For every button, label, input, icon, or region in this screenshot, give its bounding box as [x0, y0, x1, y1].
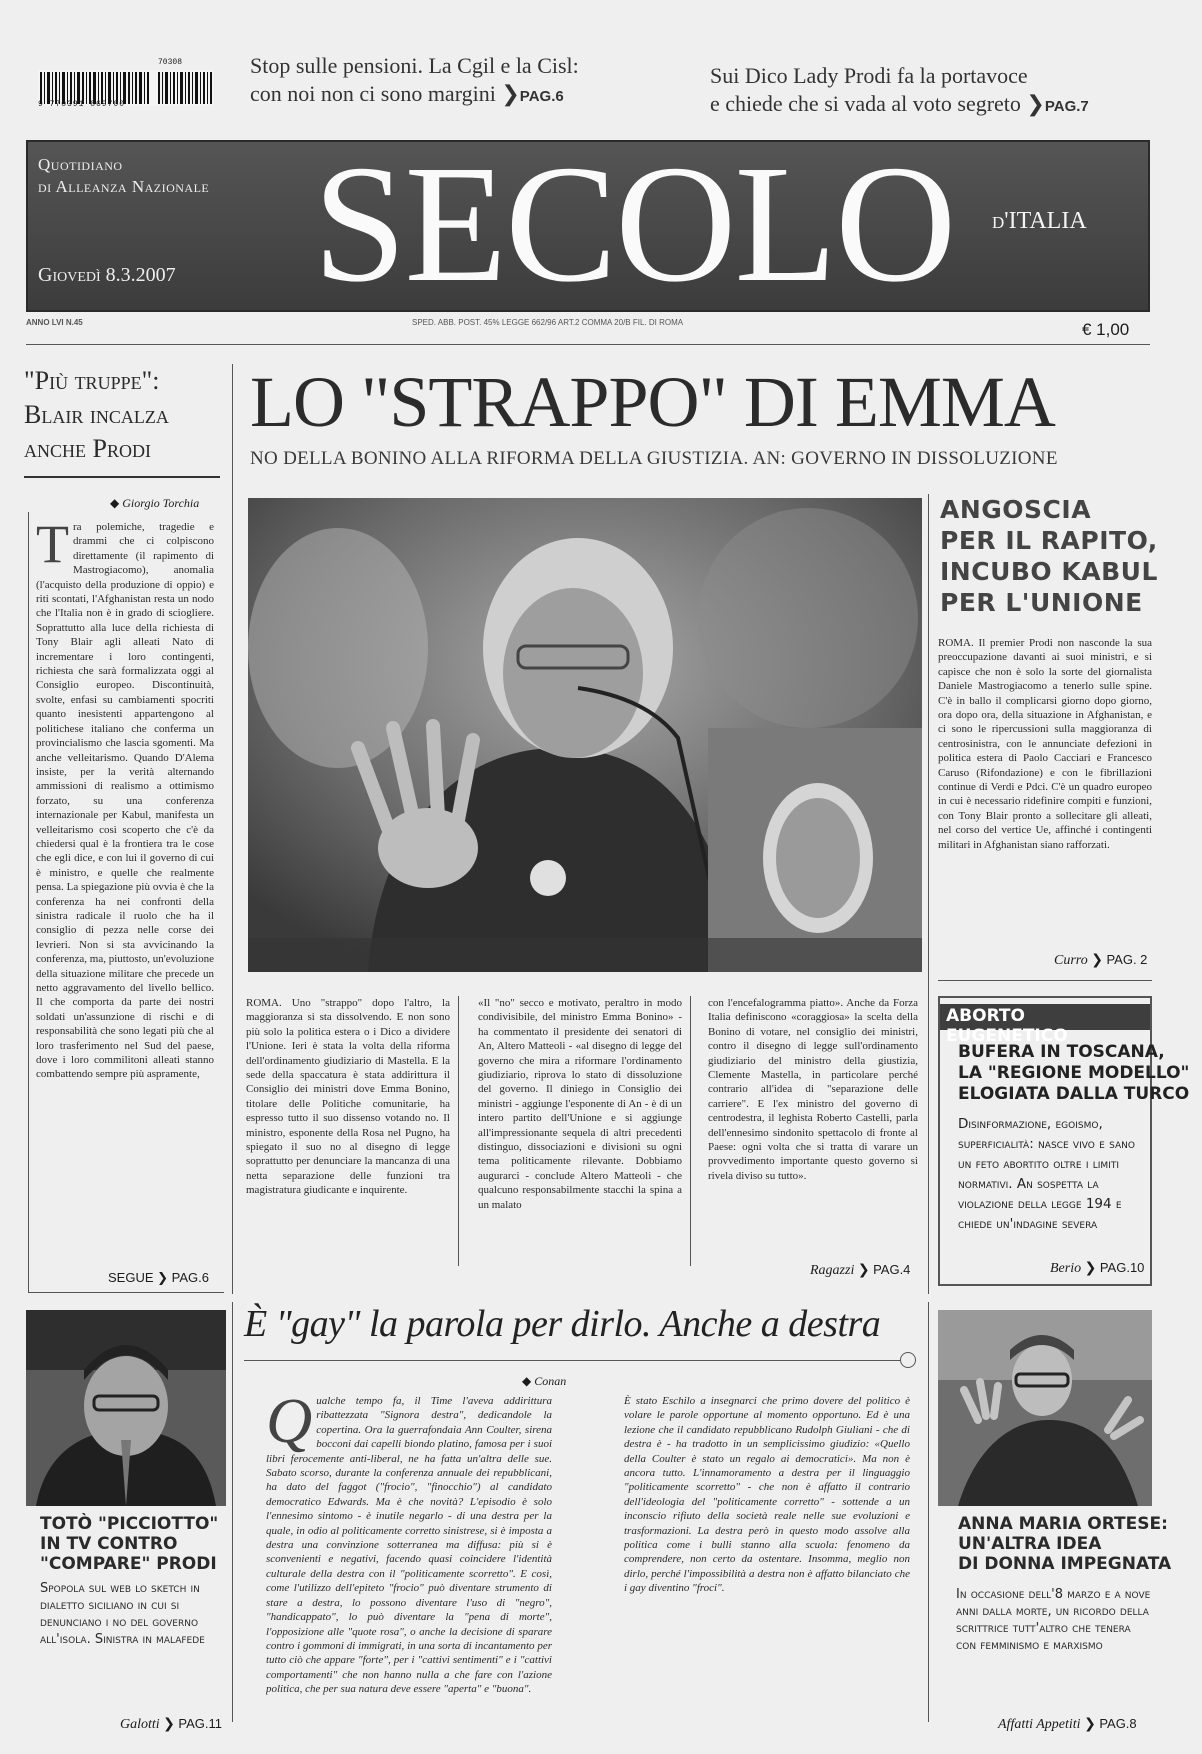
- masthead-subtitle-line: di Alleanza Nazionale: [38, 177, 210, 196]
- gay-story-text: ualche tempo fa, il Time l'aveva addirittura ribattezzata "Signora destra", dedicandole la copertina. Ora la guerrafondaia Ann Coulter, sirena bocconi dai capelli biondo platino, famosa per i suoi libri ferocemente anti-liberal, ne ha fatta un'altra delle sue. Sabato scorso, durante la conferenza annuale dei repubblicani, ha dato del faggot ("frocio", "finocchio") al candidato democratico Edwards. Ma è che novità? L'episodio è solo l'ennesimo sintomo - è inutile negarlo - di una destra per la quale, in odio al politicamente corretto sinistrese, si è imposta a destra una convinzione sotterranea ma diffusa: più si è sconvenienti e negativi, facendo quasi coincidere l'identità culturale della destra con il "politicamente scorretto". E così, come l'utilizzo dell'epiteto "frocio" può diventare strumento di stare a destra, lo possono diventare l'uso di "negro", "handicappato", lo può diventare la "pena di morte", l'opposizione alle "quote rosa", o anche la decisione di sparare contro i gommoni di immigrati, in una sorta di incantamento per tutto ciò che appare "forte", per i "cattivi sentimenti" e i "cattivi comportamenti" che non hanno nulla a che fare con l'azione politica, che per sua natura deve essere "aperta" e "buona".: [266, 1395, 552, 1696]
- masthead-ditalia: d'ITALIA: [992, 208, 1087, 234]
- aborto-summary: Disinformazione, egoismo, superficialità: nasce vivo e sano un feto abortito oltre i limiti normativi. An sospetta la violazione della legge 194 e chiede un'indagine severa: [958, 1116, 1135, 1232]
- page-ref: PAG.6: [519, 88, 564, 105]
- chevron-right-icon: ❯: [857, 1262, 870, 1278]
- teaser-pensioni[interactable]: [250, 52, 579, 111]
- page-ref: PAG.8: [1099, 1716, 1137, 1731]
- aborto-tag: ABORTO EUGENETICO: [940, 1004, 1150, 1030]
- main-subheadline: NO DELLA BONINO ALLA RIFORMA DELLA GIUSTIZIA. AN: GOVERNO IN DISSOLUZIONE: [250, 448, 1058, 469]
- bottom-left-byline[interactable]: [120, 1716, 222, 1733]
- diamond-bullet-icon: ◆: [110, 496, 120, 510]
- page-ref: PAG.11: [178, 1716, 223, 1731]
- gay-headline[interactable]: È "gay" la parola per dirlo. Anche a destra: [244, 1303, 881, 1345]
- teaser-lady-prodi[interactable]: [710, 62, 1089, 121]
- page-ref: PAG.10: [1099, 1260, 1145, 1275]
- main-story-col2: «Il "no" secco e motivato, peraltro in modo condivisibile, del ministro Emma Bonino» - ha commentato il presidente dei senatori di An, Altero Matteoli - «al disegno di legge del governo che mira a riformare l'ordinamento giudiziario, riprova lo stato di dissoluzione del governo. Il diniego in Consiglio dei ministri - aggiunge l'esponente di An - è di un intero partito dell'Unione e si aggiunge all'impressionante sequela di altri precedenti distinguo, dissociazioni e divisioni su ogni tema politicamente rilevante. Dobbiamo augurarci - conclude Altero Matteoli - che qualcuno responsabilmente stacchi la spina a un malato: [478, 997, 682, 1211]
- column-rule: [458, 996, 459, 1266]
- masthead-subtitle: [38, 154, 209, 198]
- dropcap: T: [36, 520, 69, 574]
- info-line: [26, 318, 1150, 327]
- divider: [26, 344, 1150, 345]
- page-ref: PAG. 2: [1106, 952, 1148, 967]
- toto-photo: [26, 1310, 226, 1506]
- bonino-photo: [248, 498, 922, 972]
- headline-line: UN'ALTRA IDEA: [958, 1534, 1102, 1554]
- masthead-subtitle-line: Quotidiano: [38, 155, 123, 174]
- main-story-col1: ROMA. Uno "strappo" dopo l'altro, la maggioranza si sta dissolvendo. E non sono più solo la politica estera o i Dico a dividere l'Unione. Ieri è stata la volta della riforma dell'ordinamento giudiziario di Mastella. E la sede della spaccatura è stata addirittura il Consiglio dei ministri dove Emma Bonino, titolare delle Politiche comunitarie, ha espresso tutto il suo dissenso votando no. Il ministro, esponente della Rosa nel Pugno, ha spiegato il suo no al disegno di legge soprattutto per denunciare la mancanza di una netta separazione delle funzioni tra magistratura giudicante e inquirente.: [246, 997, 450, 1197]
- byline-author: Curro: [1054, 953, 1088, 968]
- page-ref: PAG.7: [1044, 98, 1089, 115]
- column-rule: [928, 1302, 929, 1722]
- left-headline[interactable]: "Più truppe": Blair incalza anche Prodi: [24, 366, 169, 463]
- divider-ornament: [900, 1352, 916, 1368]
- right-story-body: ROMA. Il premier Prodi non nasconde la sua preoccupazione davanti ai suoi ministri, e si capisce che non è solo la sorte del giornalista Daniele Mastrogiacomo a tenerlo sulle spine. C'è in ballo il complicarsi giorno dopo giorno, ora dopo ora, della situazione in Afghanistan, e ci sono le ripercussioni sulla maggioranza di centrosinistra, con le annunciate defezioni in politica estera di Paolo Cacciari e Francesco Caruso (Rifondazione) e con le fibrillazioni continue di Verdi e Pdci. C'è un quadro europeo in cui è necessario ridefinire compiti e funzioni, con Tony Blair pronto a sollecitare gli alleati, nel corso del vertice Ue, affinché i contingenti militari in Afghanistan siano rafforzati.: [938, 637, 1152, 851]
- column-rule: [690, 996, 691, 1266]
- diamond-bullet-icon: ◆: [522, 1374, 532, 1388]
- headline-line: BUFERA IN TOSCANA,: [958, 1042, 1165, 1062]
- main-story-col3: con l'encefalogramma piatto». Anche da Forza Italia definiscono «coraggiosa» la scelta della Bonino di votare, nel consiglio dei ministri, contro il disegno di legge sull'ordinamento giudiziario del ministro della giustizia, Clemente Mastella, in particolare perché contrario all'idea di "separazione delle carriere". E l'ex ministro del governo di centrodestra, il leghista Roberto Castelli, parla dell'ennesimo sindonito spettacolo di fronte al Paese: ogni volta che si tratta di varare un provvedimento importante questo governo si rivela diviso su tutto».: [708, 997, 918, 1182]
- chevron-right-icon: ❯: [1084, 1260, 1097, 1276]
- postal-info: SPED. ABB. POST. 45% LEGGE 662/96 ART.2 COMMA 20/B FIL. DI ROMA: [412, 318, 684, 327]
- price: € 1,00: [1082, 320, 1130, 339]
- bottom-left-summary: Spopola sul web lo sketch in dialetto siciliano in cui si denunciano i no del governo all'isola. Sinistra in malafede: [40, 1581, 205, 1647]
- left-story-continue[interactable]: [108, 1270, 209, 1286]
- divider: [28, 1292, 224, 1293]
- dropcap: Q: [266, 1394, 313, 1456]
- byline-author: Galotti: [120, 1717, 160, 1732]
- aborto-byline[interactable]: [1050, 1260, 1144, 1277]
- teaser-line: Stop sulle pensioni. La Cgil e la Cisl:: [250, 53, 579, 78]
- headline-line: LA "REGIONE MODELLO": [958, 1063, 1190, 1083]
- author-name: Giorgio Torchia: [122, 496, 200, 510]
- divider: [24, 476, 220, 478]
- chevron-right-icon: ❯: [163, 1716, 175, 1732]
- gay-story-col2: È stato Eschilo a insegnarci che primo dovere del politico è volare le parole opportune al momento opportuno. Ed è una lezione che il candidato repubblicano Rudolph Giuliani - che di destra è - ha tradotto in un semplicissimo giudizio: «Quello della Coulter è stato un regalo ai democratici». Ma non è ancora tutto. L'innamoramento a destra per il linguaggio "politicamente scorretto" - che non è affatto il contrario dell'ideologia del "politicamente corretto" - sottende a un inconscio rifiuto della società reale nelle sue evoluzioni e trasformazioni. La destra però in questo modo assolve alla politica come i bulli stanno alla scuola: fenomeno da comprendere, non certo da ostentare. Insomma, meglio non dirlo, perché l'impossibilità a destra non è affatto bilanciato che i gay diventino "froci".: [624, 1395, 910, 1595]
- segue-label: SEGUE: [108, 1270, 154, 1285]
- chevron-right-icon: ❯: [1091, 952, 1103, 968]
- gay-author: [522, 1374, 566, 1389]
- masthead-date: Giovedì 8.3.2007: [38, 264, 176, 286]
- barcode-number: 9 770391 869700: [38, 100, 126, 109]
- headline-line: IN TV CONTRO: [40, 1534, 178, 1554]
- right-headline[interactable]: [940, 494, 1158, 618]
- teaser-line: con noi non ci sono margini: [250, 81, 496, 106]
- byline-author: Berio: [1050, 1261, 1082, 1276]
- chevron-right-icon: ❯: [1026, 92, 1045, 117]
- divider: [244, 1360, 916, 1361]
- headline-line: "COMPARE" PRODI: [40, 1554, 217, 1574]
- main-headline[interactable]: LO "STRAPPO" DI EMMA: [250, 362, 1055, 442]
- right-story-byline[interactable]: [1054, 952, 1147, 969]
- headline-line: ANGOSCIA: [940, 495, 1092, 524]
- main-story-byline[interactable]: [810, 1262, 910, 1279]
- headline-line: ANNA MARIA ORTESE:: [958, 1514, 1168, 1534]
- aborto-headline[interactable]: [958, 1042, 1189, 1105]
- chevron-right-icon: ❯: [1084, 1716, 1096, 1732]
- page-ref: PAG.6: [171, 1270, 210, 1285]
- column-rule: [232, 364, 233, 1294]
- chevron-right-icon: ❯: [501, 82, 520, 107]
- barcode-issue: 70308: [158, 58, 183, 67]
- teaser-line: e chiede che si vada al voto segreto: [710, 91, 1021, 116]
- bottom-right-byline[interactable]: [998, 1716, 1137, 1733]
- ortese-photo: [938, 1310, 1152, 1506]
- headline-line: DI DONNA IMPEGNATA: [958, 1554, 1172, 1574]
- teaser-line: Sui Dico Lady Prodi fa la portavoce: [710, 63, 1028, 88]
- gay-story-col1: [266, 1394, 552, 1702]
- headline-line: PER IL RAPITO,: [940, 526, 1158, 555]
- byline-author: Affatti Appetiti: [998, 1717, 1081, 1732]
- left-story-body: [36, 520, 214, 1260]
- divider: [938, 980, 1152, 981]
- headline-line: INCUBO KABUL: [940, 557, 1158, 586]
- byline-author: Ragazzi: [810, 1263, 855, 1278]
- bottom-left-headline[interactable]: [40, 1514, 218, 1574]
- masthead: [26, 131, 1150, 317]
- bottom-right-summary: In occasione dell'8 marzo e a nove anni dalla morte, un ricordo della scrittrice tutt'altro che tenera con femminismo e marxismo: [956, 1587, 1151, 1653]
- column-rule: [28, 512, 29, 1292]
- bottom-right-headline[interactable]: [958, 1514, 1171, 1574]
- headline-line: TOTÒ "PICCIOTTO": [40, 1514, 219, 1534]
- masthead-title: SECOLO: [313, 131, 955, 317]
- left-story-text: ra polemiche, tragedie e drammi che ci colpiscono direttamente (il rapimento di Mastrogiacomo), anomalia (l'acquisto della produzione di oppio) e riti scontati, l'Afghanistan resta un nodo che l'Italia non è in grado di sciogliere. Soprattutto alla luce della richiesta di Tony Blair agli alleati Nato di incrementare i loro contingenti, richiesta che sarà formalizzata oggi al Consiglio europeo. Discontinuità, svolte, enfasi su cambiamenti spocriti quanto inesistenti appartengono al politichese italiano che conferma un provincialismo che lascia sgomenti. Ma anche velleitarismo. Quando D'Alema insiste, per la verità alternando ammissioni di realismo a ottimismo forzato, su una conferenza internazionale per Kabul, manifesta un velleitarismo così scoperto che c'è da chiedersi qual è la frontiera tra le cose che egli dice, e con lui il governo di cui è ministro, e quelle che realmente pensa. La spiegazione più ovvia è che la conferenza ha nei confronti della sinistra radicale il ruolo che ha il consiglio di pezza nelle corse dei levrieri. Non si sta avvicinando la conferenza, ma, piuttosto, un'evoluzione della situazione militare che precede un netto aggravamento del livello bellico. Il che comporta da parte dei nostri soldati un'assunzione di rischi e di responsabilità che sono legati più che al loro trasferimento nel Sud del paese, dove i loro commilitoni alleati stanno combattendo sempre più aspramente,: [36, 521, 214, 1081]
- page-ref: PAG.4: [873, 1262, 911, 1277]
- headline-line: ELOGIATA DALLA TURCO: [958, 1084, 1190, 1104]
- year-issue: ANNO LVI N.45: [26, 318, 83, 327]
- author-name: Conan: [534, 1374, 567, 1388]
- chevron-right-icon: ❯: [157, 1271, 169, 1286]
- column-rule: [928, 494, 929, 1294]
- headline-line: PER L'UNIONE: [940, 588, 1143, 617]
- left-author: [110, 496, 199, 511]
- column-rule: [232, 1302, 233, 1722]
